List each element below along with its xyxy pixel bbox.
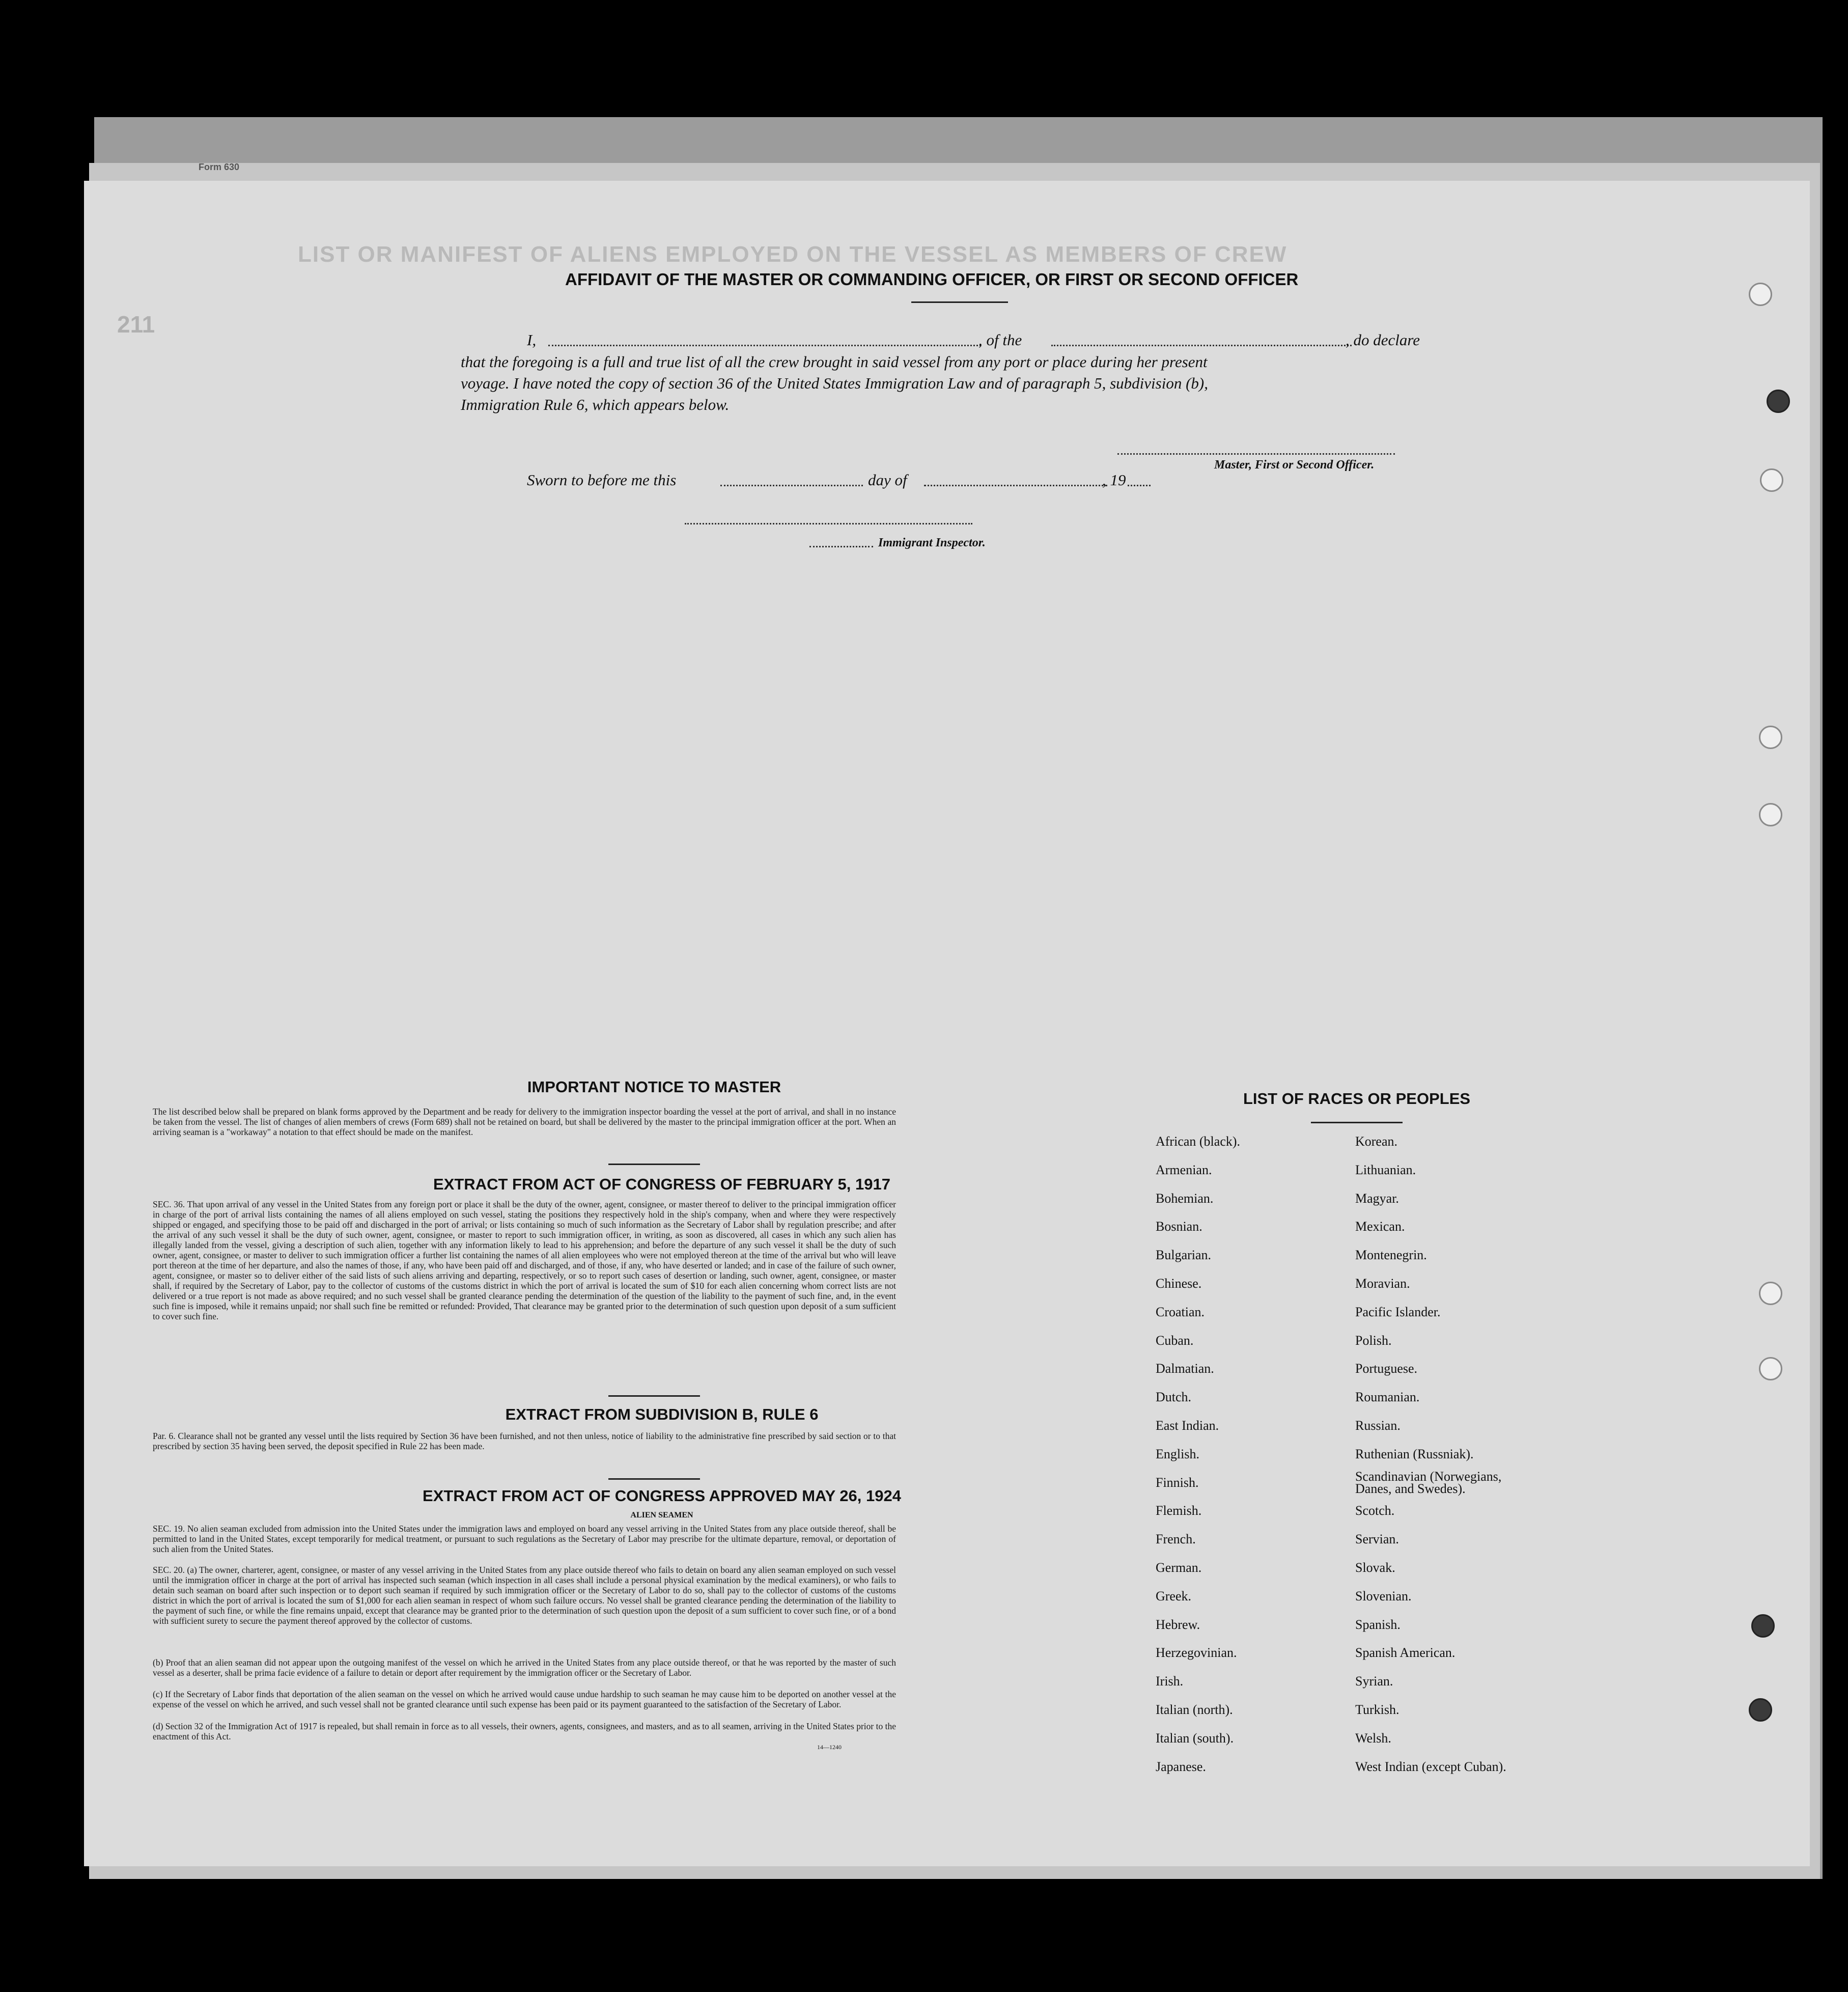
- affidavit-line-3: voyage. I have noted the copy of section 36 of the United States Immigration Law and of paragraph 5, subdivision (b),: [461, 374, 1208, 392]
- divider: [608, 1395, 700, 1397]
- day-of-label: day of: [868, 471, 907, 489]
- sworn-day-blank: [720, 485, 863, 486]
- race-item: Mexican.: [1355, 1219, 1405, 1234]
- sworn-month-blank: [924, 485, 1107, 486]
- race-item: Cuban.: [1156, 1333, 1194, 1348]
- punch-hole: [1759, 803, 1782, 826]
- race-item: German.: [1156, 1560, 1202, 1575]
- race-item: Croatian.: [1156, 1304, 1205, 1319]
- punch-hole: [1749, 1698, 1772, 1722]
- race-item: Roumanian.: [1355, 1390, 1420, 1405]
- inspector-label: Immigrant Inspector.: [878, 536, 986, 549]
- divider: [608, 1164, 700, 1165]
- divider: [608, 1478, 700, 1480]
- race-item: Lithuanian.: [1355, 1162, 1416, 1177]
- race-item: English.: [1156, 1446, 1199, 1461]
- punch-hole: [1759, 726, 1782, 749]
- race-item: Ruthenian (Russniak).: [1355, 1446, 1474, 1461]
- extract-1924-sec-20a: SEC. 20. (a) The owner, charterer, agent, consignee, or master of any vessel arriving in the United States from any place outside thereof who fails to detain on board any alien seaman employed on such vessel until the immigration officer in charge at the port of arrival has inspected such seaman (which inspection in all cases shall include a personal physical examination by the medical examiners), or who fails to detain such seaman on board after such inspection or to deport such seaman if required by such immigration officer or the Secretary of Labor to do so, shall pay to the collector of customs of the customs district in which the port of arrival is located the sum of $1,000 for each alien seaman in respect of whom such failure occurs. No vessel shall be granted clearance pending the determination of the liability to the payment of such fine, or while the fine remains unpaid, except that clearance may be granted prior to the determination of such question upon the deposit of a sum sufficient to cover such fine, or of a bond with sufficient surety to secure the payment thereof approved by the collector of customs.: [153, 1565, 896, 1626]
- race-item: Turkish.: [1355, 1702, 1399, 1717]
- inspector-signature-line: [685, 523, 972, 524]
- affidavit-line-2: that the foregoing is a full and true list of all the crew brought in said vessel from any port or place during her present: [461, 353, 1208, 371]
- stamp-number: 211: [117, 311, 155, 338]
- race-item: Syrian.: [1355, 1674, 1393, 1689]
- affidavit-line-4: Immigration Rule 6, which appears below.: [461, 396, 730, 413]
- race-item: Italian (south).: [1156, 1730, 1234, 1746]
- punch-hole: [1760, 468, 1783, 492]
- race-item: Spanish.: [1355, 1617, 1401, 1632]
- notice-text: The list described below shall be prepared on blank forms approved by the Department and be ready for delivery to the immigration inspector boarding the vessel at the port of arrival, and shall in no instance be taken from the vessel. The list of changes of alien members of crews (Form 689) shall not be retained on board, but shall be delivered by the master to the principal immigration officer at the port. When an arriving seaman is a "workaway" a notation to that effect should be made on the manifest.: [153, 1106, 896, 1137]
- race-item: Scotch.: [1355, 1503, 1395, 1518]
- extract-1917-text: SEC. 36. That upon arrival of any vessel in the United States from any foreign port or place it shall be the duty of the owner, agent, consignee, or master thereof to deliver to the principal immigration officer in charge of the port of arrival lists containing the names of all aliens employed on such vessel, stating the positions they respectively hold in the ship's company, when and where they were respectively shipped or engaged, and specifying those to be paid off and discharged in the port of arrival; or lists containing so much of such information as the Secretary of Labor shall by regulation prescribe; and after the arrival of any such vessel it shall be the duty of such owner, agent, consignee, or master to report to such immigration officer, in writing, as soon as discovered, all cases in which any such alien has illegally landed from the vessel, giving a description of such alien, together with any information likely to lead to his apprehension; and before the departure of any such vessel it shall be the duty of such owner, agent, consignee, or master to deliver to such immigration officer a further list containing the names of all alien employees who were not employed thereon at the time of the arrival but who will leave port thereon at the time of her departure, and also the names of those, if any, who have been paid off and discharged, and of those, if any, who have deserted or landed; and in case of the failure of such owner, agent, consignee, or master so to deliver either of the said lists of such aliens arriving and departing, respectively, or so to report such cases of desertion or landing, such owner, agent, consignee, or master shall, if required by the Secretary of Labor, pay to the collector of customs of the customs district in which the port of arrival is located the sum of $10 for each alien concerning whom correct lists are not delivered or a true report is not made as above required; and no such vessel shall be granted clearance pending the determination of the question of the liability to the payment of such fine, and, in the event such fine is imposed, while it remains unpaid; nor shall such fine be remitted or refunded: Provided, That clearance may be granted prior to the determination of such question upon deposit of a sum sufficient to cover such fine.: [153, 1199, 896, 1321]
- race-item: Montenegrin.: [1355, 1248, 1427, 1263]
- punch-hole: [1751, 1614, 1775, 1638]
- race-item: Italian (north).: [1156, 1702, 1233, 1717]
- race-item: Finnish.: [1156, 1475, 1199, 1490]
- race-item: Bulgarian.: [1156, 1248, 1212, 1263]
- sworn-year-blank: [1128, 485, 1151, 486]
- punch-hole: [1749, 283, 1772, 306]
- race-item: East Indian.: [1156, 1418, 1219, 1433]
- race-item: Scandinavian (Norwegians, Danes, and Swedes).: [1355, 1469, 1502, 1496]
- master-signature-label: Master, First or Second Officer.: [1214, 458, 1375, 472]
- race-item: Portuguese.: [1355, 1361, 1418, 1376]
- form-label: Form 630: [199, 162, 240, 172]
- affidavit-title: AFFIDAVIT OF THE MASTER OR COMMANDING OFFICER, OR FIRST OR SECOND OFFICER: [565, 270, 1299, 289]
- affidavit-do-declare: , do declare: [1346, 331, 1420, 349]
- extract-1924-subtitle: ALIEN SEAMEN: [630, 1511, 693, 1519]
- race-item: Moravian.: [1355, 1276, 1410, 1291]
- punch-hole: [1759, 1357, 1782, 1380]
- affidavit-i: I,: [527, 331, 537, 349]
- race-item: Japanese.: [1156, 1759, 1206, 1774]
- race-item: Flemish.: [1156, 1503, 1202, 1518]
- vessel-blank: [1051, 345, 1352, 346]
- race-item: French.: [1156, 1532, 1196, 1547]
- race-item: Slovenian.: [1355, 1588, 1412, 1603]
- race-item: Dutch.: [1156, 1390, 1192, 1405]
- extract-1924-sec-20b: (b) Proof that an alien seaman did not appear upon the outgoing manifest of the vessel on which he arrived in the United States from any place outside thereof, or that he was reported by the master of such vessel as a deserter, shall be prima facie evidence of a failure to detain or deport after requirement by the immigration officer or the Secretary of Labor.: [153, 1657, 896, 1678]
- race-item: Polish.: [1355, 1333, 1392, 1348]
- master-signature-line: [1117, 453, 1395, 455]
- race-item: Armenian.: [1156, 1162, 1212, 1177]
- punch-hole: [1767, 390, 1790, 413]
- race-item: Welsh.: [1355, 1730, 1391, 1746]
- race-item: Herzegovinian.: [1156, 1645, 1237, 1661]
- race-item: Russian.: [1355, 1418, 1401, 1433]
- race-item: Pacific Islander.: [1355, 1304, 1441, 1319]
- year-label: , 19: [1102, 471, 1126, 489]
- bleed-through-title: LIST OR MANIFEST OF ALIENS EMPLOYED ON THE VESSEL AS MEMBERS OF CREW: [298, 242, 1287, 267]
- race-item: Irish.: [1156, 1674, 1184, 1689]
- extract-1924-sec-20c: (c) If the Secretary of Labor finds that deportation of the alien seaman on the vessel on which he arrived would cause undue hardship to such seaman he may cause him to be deported on another vessel at the expense of the vessel on which he arrived, and such vessel shall not be granted clearance until such expense has been paid or its payment guaranteed to the satisfaction of the Secretary of Labor.: [153, 1689, 896, 1709]
- inspector-prefix-dots: [809, 546, 873, 547]
- sworn-label: Sworn to before me this: [527, 471, 677, 489]
- race-item: Slovak.: [1355, 1560, 1395, 1575]
- extract-1924-sec-20d: (d) Section 32 of the Immigration Act of 1917 is repealed, but shall remain in force as to all vessels, their owners, agents, consignees, and masters, and as to all seamen, arriving in the United States prior to the enactment of this Act.: [153, 1721, 896, 1741]
- race-item: Greek.: [1156, 1588, 1192, 1603]
- extract-1924-title: EXTRACT FROM ACT OF CONGRESS APPROVED MAY 26, 1924: [423, 1487, 901, 1505]
- print-code: 14—1240: [817, 1744, 842, 1751]
- race-item: Korean.: [1355, 1134, 1398, 1149]
- name-blank: [548, 345, 981, 346]
- race-item: Bohemian.: [1156, 1191, 1214, 1206]
- race-item: Servian.: [1355, 1532, 1399, 1547]
- divider: [1311, 1122, 1403, 1123]
- race-item: Dalmatian.: [1156, 1361, 1214, 1376]
- extract-rule-6-title: EXTRACT FROM SUBDIVISION B, RULE 6: [505, 1405, 819, 1423]
- race-item: Bosnian.: [1156, 1219, 1202, 1234]
- races-title: LIST OF RACES OR PEOPLES: [1243, 1090, 1471, 1108]
- race-item: Hebrew.: [1156, 1617, 1200, 1632]
- race-item: Spanish American.: [1355, 1645, 1455, 1661]
- extract-1924-sec-19: SEC. 19. No alien seaman excluded from admission into the United States under the immigration laws and employed on board any vessel arriving in the United States from any place outside thereof, shall be permitted to land in the United States, except temporarily for medical treatment, or pursuant to such regulations as the Secretary of Labor may prescribe for the ultimate departure, removal, or deportation of such alien from the United States.: [153, 1524, 896, 1554]
- extract-rule-6-text: Par. 6. Clearance shall not be granted any vessel until the lists required by Section 36 have been furnished, and not then unless, notice of liability to the administrative fine prescribed by said section or to that prescribed by section 35 having been served, the deposit specified in Rule 22 has been made.: [153, 1431, 896, 1451]
- extract-1917-title: EXTRACT FROM ACT OF CONGRESS OF FEBRUARY 5, 1917: [433, 1175, 890, 1193]
- document-page: [84, 181, 1810, 1866]
- affidavit-of-the: , of the: [978, 331, 1022, 349]
- race-item: Magyar.: [1355, 1191, 1399, 1206]
- punch-hole: [1759, 1282, 1782, 1305]
- race-item: African (black).: [1156, 1134, 1241, 1149]
- notice-title: IMPORTANT NOTICE TO MASTER: [527, 1078, 781, 1096]
- race-item: Chinese.: [1156, 1276, 1202, 1291]
- race-item: West Indian (except Cuban).: [1355, 1759, 1506, 1774]
- divider: [911, 301, 1008, 303]
